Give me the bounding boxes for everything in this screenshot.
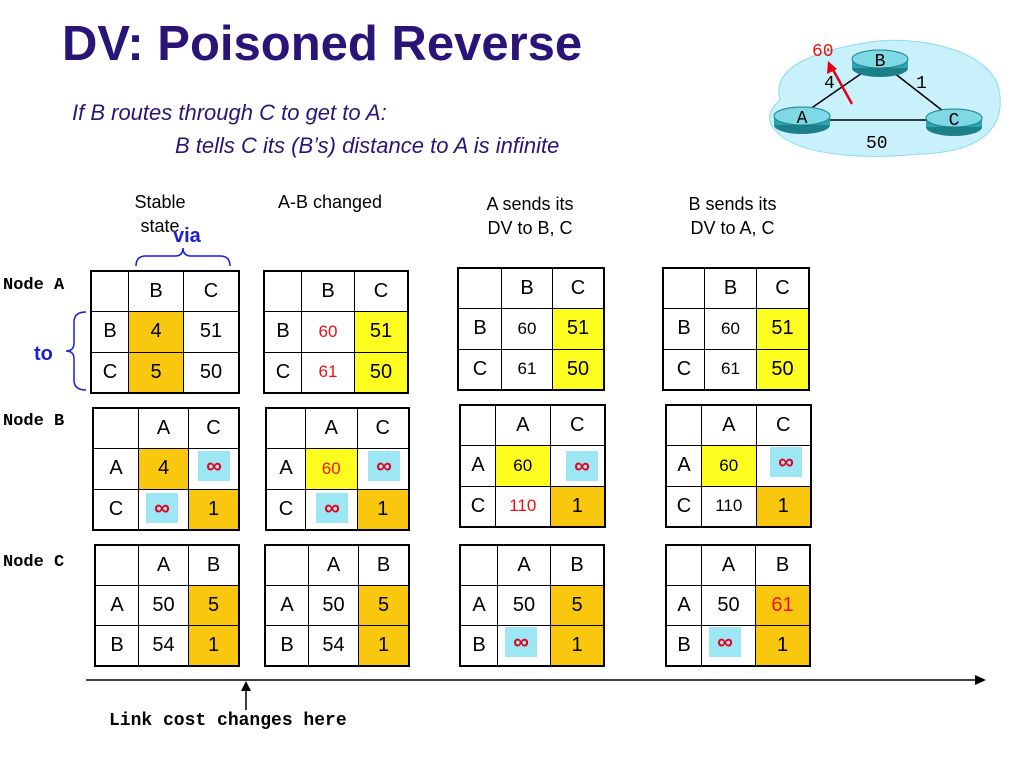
link-cost-change-label: Link cost changes here xyxy=(109,711,347,731)
table-cell: 50 xyxy=(309,586,358,625)
table-corner xyxy=(664,269,704,308)
table-cell: 50 xyxy=(355,353,407,392)
row-header: A xyxy=(96,586,138,625)
to-label: to xyxy=(34,343,53,365)
column-header: B xyxy=(551,546,603,585)
node-c-table-stable xyxy=(94,544,240,667)
table-corner xyxy=(267,409,305,448)
timeline-arrowhead xyxy=(975,675,986,685)
column-header: A xyxy=(702,406,756,445)
table-cell: 51 xyxy=(184,312,238,351)
column-header: A xyxy=(496,406,550,445)
table-cell: 61 xyxy=(302,353,354,392)
table-corner xyxy=(94,409,138,448)
row-header: A xyxy=(94,449,138,488)
row-header: C xyxy=(459,350,501,389)
table-cell: 5 xyxy=(189,586,238,625)
column-header: A xyxy=(309,546,358,585)
column-header: B xyxy=(129,272,183,311)
table-corner xyxy=(461,546,497,585)
edge-a-b-old-cost: 4 xyxy=(824,74,835,94)
table-corner xyxy=(265,272,301,311)
column-header: B xyxy=(189,546,238,585)
column-header: B xyxy=(705,269,756,308)
column-header: B xyxy=(502,269,552,308)
table-cell: 54 xyxy=(139,626,188,665)
table-corner xyxy=(266,546,308,585)
table-cell: 1 xyxy=(189,626,238,665)
row-header: A xyxy=(266,586,308,625)
table-cell: 50 xyxy=(702,586,755,625)
edge-a-b-new-cost: 60 xyxy=(812,42,834,62)
column-header-stable: Stable state xyxy=(134,192,186,236)
table-cell: 1 xyxy=(358,490,409,529)
row-header: C xyxy=(92,353,128,392)
node-b-label: Node B xyxy=(3,412,65,431)
table-cell: 50 xyxy=(184,353,238,392)
column-header: C xyxy=(355,272,407,311)
row-header: C xyxy=(265,353,301,392)
row-header: B xyxy=(265,312,301,351)
column-header: A xyxy=(498,546,550,585)
subtitle-line-2: B tells C its (B’s) distance to A is infinite xyxy=(175,133,560,158)
table-cell: 1 xyxy=(757,487,811,526)
column-header-ab-changed: A-B changed xyxy=(277,192,383,212)
table-cell: 1 xyxy=(756,626,809,665)
row-header: C xyxy=(267,490,305,529)
table-cell: 50 xyxy=(139,586,188,625)
row-header: C xyxy=(94,490,138,529)
column-header: C xyxy=(553,269,603,308)
table-cell: 61 xyxy=(502,350,552,389)
table-cell: 4 xyxy=(139,449,188,488)
column-header: B xyxy=(302,272,354,311)
table-corner xyxy=(461,406,495,445)
table-cell: 4 xyxy=(129,312,183,351)
column-header: A xyxy=(702,546,755,585)
table-cell: 5 xyxy=(551,586,603,625)
node-c-label: Node C xyxy=(3,553,65,572)
table-cell: 61 xyxy=(756,586,809,625)
row-header: B xyxy=(461,626,497,665)
row-header: A xyxy=(267,449,305,488)
row-header: B xyxy=(266,626,308,665)
column-header: B xyxy=(359,546,408,585)
row-header: A xyxy=(667,586,701,625)
change-marker-arrowhead xyxy=(241,681,251,691)
row-header: B xyxy=(459,309,501,348)
node-c-table-ab-changed xyxy=(264,544,410,667)
column-header: B xyxy=(756,546,809,585)
table-corner xyxy=(667,406,701,445)
table-cell: 60 xyxy=(306,449,357,488)
timeline xyxy=(80,672,992,712)
infinity-box: ∞ xyxy=(316,493,348,523)
infinity-box: ∞ xyxy=(709,627,741,657)
column-header: A xyxy=(139,546,188,585)
table-cell: 1 xyxy=(551,626,603,665)
column-header-b-sends: B sends its DV to A, C xyxy=(688,194,777,238)
table-corner xyxy=(667,546,701,585)
table-cell: 51 xyxy=(355,312,407,351)
router-b-label: B xyxy=(874,52,886,72)
infinity-box: ∞ xyxy=(566,451,598,481)
edge-a-c-cost: 50 xyxy=(866,134,888,154)
node-a-table-b-sends xyxy=(662,267,810,391)
column-header: C xyxy=(358,409,409,448)
table-cell: 60 xyxy=(496,446,550,485)
subtitle-line-1: If B routes through C to get to A: xyxy=(72,100,387,125)
row-header: A xyxy=(667,446,701,485)
table-cell: 60 xyxy=(705,309,756,348)
row-header: B xyxy=(92,312,128,351)
row-header: C xyxy=(461,487,495,526)
table-cell: 1 xyxy=(189,490,238,529)
infinity-box: ∞ xyxy=(198,451,230,481)
node-a-table-stable xyxy=(90,270,240,394)
node-a-table-a-sends xyxy=(457,267,605,391)
column-header: C xyxy=(757,269,808,308)
table-cell: 5 xyxy=(359,586,408,625)
table-cell: 5 xyxy=(129,353,183,392)
edge-b-c-cost: 1 xyxy=(916,74,927,94)
table-cell: 51 xyxy=(553,309,603,348)
infinity-box: ∞ xyxy=(368,451,400,481)
column-header: C xyxy=(551,406,605,445)
network-topology-diagram xyxy=(760,30,1010,165)
row-header: B xyxy=(667,626,701,665)
row-header: A xyxy=(461,586,497,625)
table-cell: 1 xyxy=(359,626,408,665)
infinity-box: ∞ xyxy=(505,627,537,657)
column-header: C xyxy=(757,406,811,445)
to-brace xyxy=(62,310,90,392)
table-cell: 61 xyxy=(705,350,756,389)
column-header: A xyxy=(306,409,357,448)
table-cell: 54 xyxy=(309,626,358,665)
router-a-label: A xyxy=(796,109,808,129)
table-cell: 110 xyxy=(496,487,550,526)
table-corner xyxy=(92,272,128,311)
column-header-a-sends: A sends its DV to B, C xyxy=(486,194,574,238)
via-label: via xyxy=(173,225,201,247)
row-header: C xyxy=(667,487,701,526)
column-header: C xyxy=(189,409,238,448)
table-cell: 50 xyxy=(553,350,603,389)
row-header: B xyxy=(664,309,704,348)
page-title: DV: Poisoned Reverse xyxy=(62,17,583,71)
table-cell: 60 xyxy=(702,446,756,485)
infinity-box: ∞ xyxy=(146,493,178,523)
table-cell: 51 xyxy=(757,309,808,348)
router-b xyxy=(852,50,908,77)
table-cell: 60 xyxy=(302,312,354,351)
node-a-table-ab-changed xyxy=(263,270,409,394)
table-cell: 50 xyxy=(498,586,550,625)
via-brace xyxy=(133,246,233,268)
column-header: C xyxy=(184,272,238,311)
infinity-box: ∞ xyxy=(770,447,802,477)
row-header: A xyxy=(461,446,495,485)
router-c xyxy=(926,109,982,136)
row-header: C xyxy=(664,350,704,389)
column-header: A xyxy=(139,409,188,448)
table-corner xyxy=(459,269,501,308)
table-corner xyxy=(96,546,138,585)
table-cell: 1 xyxy=(551,487,605,526)
table-cell: 60 xyxy=(502,309,552,348)
row-header: B xyxy=(96,626,138,665)
table-cell: 50 xyxy=(757,350,808,389)
router-c-label: C xyxy=(948,111,960,131)
node-a-label: Node A xyxy=(3,276,65,295)
router-a xyxy=(774,107,830,134)
table-cell: 110 xyxy=(702,487,756,526)
